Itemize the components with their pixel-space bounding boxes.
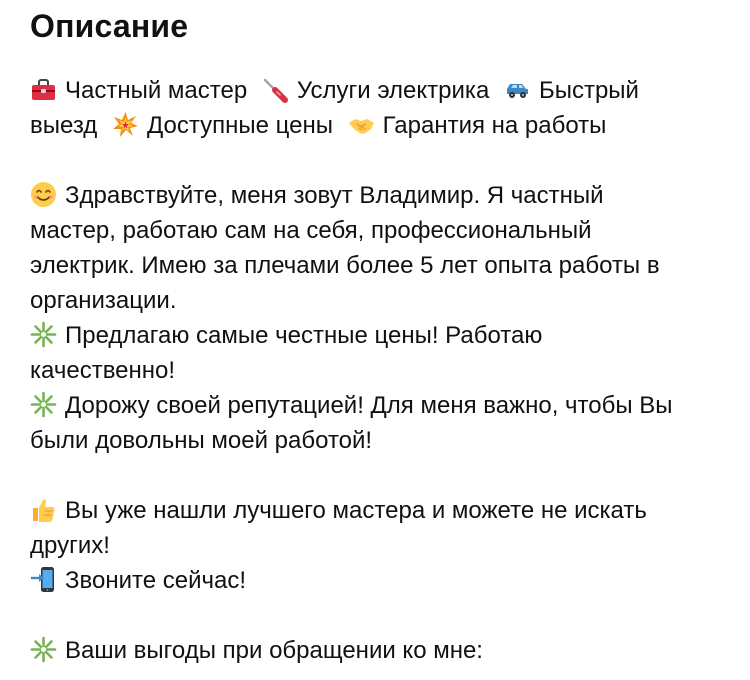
section-title: Описание — [30, 8, 189, 44]
intro-item-affordable: Доступные цены — [146, 112, 333, 139]
sparkle-icon — [30, 321, 57, 348]
reputation-text-1: Дорожу своей репутацией! Для меня важно, чтобы Вы — [65, 392, 673, 419]
about-line-3: электрик. Имею за плечами более 5 лет опыта работы в — [30, 252, 660, 279]
intro-item-fast-part2: выезд — [30, 112, 98, 139]
price-line-1 — [30, 318, 730, 353]
mobile-phone-arrow-icon — [30, 566, 57, 593]
call-line — [30, 563, 730, 598]
description-text — [30, 73, 730, 668]
about-line-1 — [30, 178, 730, 213]
intro-line-1 — [30, 73, 730, 108]
best-master-line-2: других! — [30, 532, 110, 559]
about-line-2: мастер, работаю сам на себя, профессиональный — [30, 217, 592, 244]
intro-item-fast-part1: Быстрый — [538, 77, 639, 104]
sparkle-icon — [30, 391, 57, 418]
spacer — [30, 598, 730, 633]
handshake-icon — [348, 111, 375, 138]
intro-item-warranty: Гарантия на работы — [382, 112, 607, 139]
benefits-text: Ваши выгоды при обращении ко мне: — [65, 637, 483, 664]
thumbs-up-icon — [30, 496, 57, 523]
best-master-line-1 — [30, 493, 730, 528]
call-text: Звоните сейчас! — [65, 567, 246, 594]
spacer — [30, 143, 730, 178]
collision-icon — [112, 111, 139, 138]
spacer — [30, 458, 730, 493]
sparkle-icon — [30, 636, 57, 663]
best-master-text-1: Вы уже нашли лучшего мастера и можете не искать — [65, 497, 647, 524]
car-icon — [504, 76, 531, 103]
intro-item-private-master: Частный мастер — [65, 77, 248, 104]
about-text-1: Здравствуйте, меня зовут Владимир. Я частный — [65, 182, 604, 209]
reputation-line-1 — [30, 388, 730, 423]
reputation-line-2: были довольны моей работой! — [30, 427, 373, 454]
toolbox-icon — [30, 76, 57, 103]
benefits-line — [30, 633, 730, 668]
screwdriver-icon — [262, 76, 289, 103]
price-line-2: качественно! — [30, 357, 176, 384]
intro-item-electrician-services: Услуги электрика — [296, 77, 490, 104]
about-line-4: организации. — [30, 287, 177, 314]
intro-line-2 — [30, 108, 730, 143]
smiling-face-icon — [30, 181, 57, 208]
price-text-1: Предлагаю самые честные цены! Работаю — [65, 322, 543, 349]
